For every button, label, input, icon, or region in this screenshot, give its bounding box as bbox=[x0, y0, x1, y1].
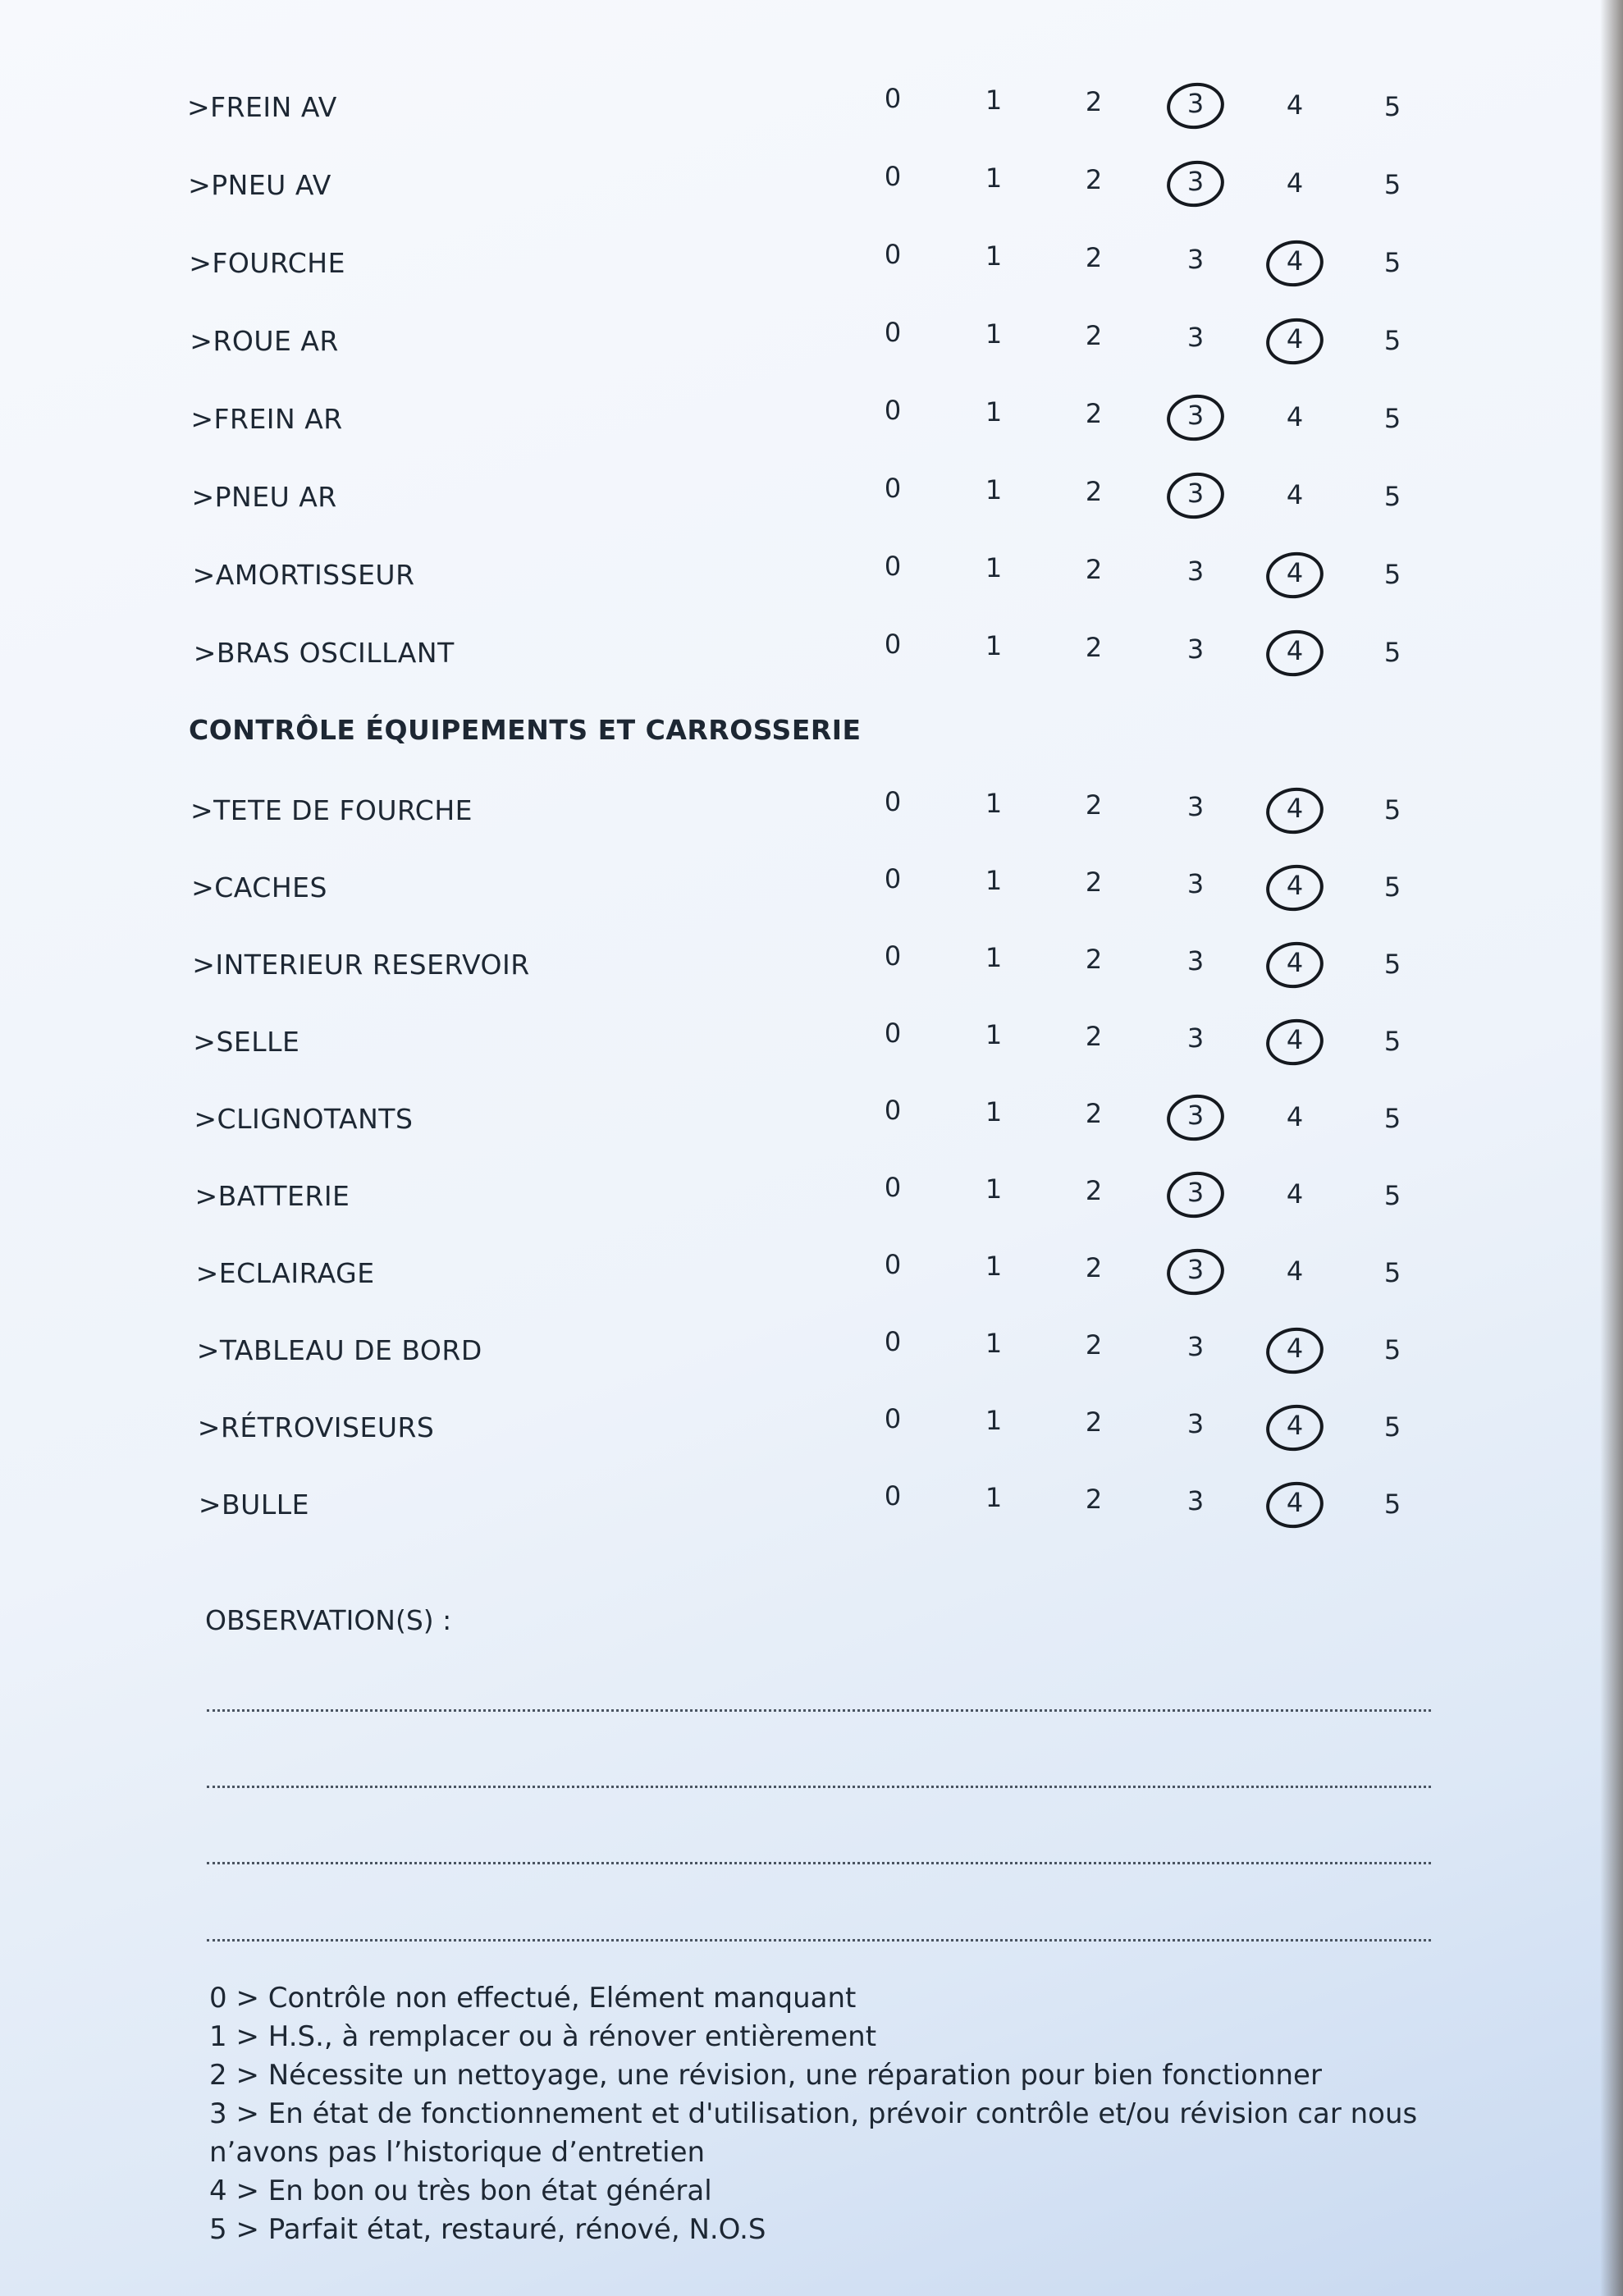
rating-option-0[interactable]: 0 bbox=[884, 551, 902, 582]
rating-option-0[interactable]: 0 bbox=[884, 863, 902, 894]
rating-option-5[interactable]: 5 bbox=[1383, 559, 1401, 590]
check-item-label: >INTERIEUR RESERVOIR bbox=[192, 949, 530, 981]
check-item-label: >TABLEAU DE BORD bbox=[196, 1334, 482, 1366]
rating-option-4[interactable]: 4 bbox=[1286, 557, 1304, 588]
rating-option-1[interactable]: 1 bbox=[985, 318, 1003, 350]
rating-option-0[interactable]: 0 bbox=[884, 1249, 902, 1280]
rating-option-1[interactable]: 1 bbox=[985, 474, 1003, 505]
rating-option-1[interactable]: 1 bbox=[985, 1328, 1003, 1359]
rating-option-1[interactable]: 1 bbox=[985, 240, 1003, 272]
rating-option-4[interactable]: 4 bbox=[1286, 479, 1304, 510]
rating-option-3[interactable]: 3 bbox=[1186, 1485, 1205, 1516]
rating-option-2[interactable]: 2 bbox=[1085, 554, 1103, 585]
rating-option-5[interactable]: 5 bbox=[1383, 481, 1401, 512]
check-item-label: >RÉTROVISEURS bbox=[197, 1411, 435, 1443]
rating-option-5[interactable]: 5 bbox=[1383, 1411, 1401, 1443]
rating-option-4[interactable]: 4 bbox=[1286, 870, 1304, 901]
check-item-label: >BATTERIE bbox=[194, 1180, 350, 1212]
legend-item: 1 > H.S., à remplacer ou à rénover entièrement bbox=[209, 2020, 877, 2053]
page-edge-shadow bbox=[1600, 0, 1623, 2296]
rating-option-1[interactable]: 1 bbox=[985, 942, 1003, 973]
rating-option-3[interactable]: 3 bbox=[1186, 868, 1205, 899]
rating-option-3[interactable]: 3 bbox=[1186, 945, 1205, 976]
check-item-label: >CACHES bbox=[191, 871, 327, 903]
legend-item: 2 > Nécessite un nettoyage, une révision, une réparation pour bien fonctionner bbox=[209, 2059, 1322, 2092]
rating-option-2[interactable]: 2 bbox=[1085, 1175, 1103, 1206]
check-item-label: >FREIN AV bbox=[187, 91, 337, 123]
observation-line[interactable] bbox=[207, 1939, 1431, 1942]
check-item-label: >FREIN AR bbox=[190, 403, 343, 435]
rating-option-4[interactable]: 4 bbox=[1286, 1024, 1304, 1055]
rating-option-5[interactable]: 5 bbox=[1383, 91, 1401, 122]
rating-option-4[interactable]: 4 bbox=[1286, 1487, 1304, 1518]
rating-option-5[interactable]: 5 bbox=[1383, 403, 1401, 434]
rating-option-5[interactable]: 5 bbox=[1383, 169, 1401, 200]
rating-option-1[interactable]: 1 bbox=[985, 865, 1003, 896]
legend-item: 4 > En bon ou très bon état général bbox=[209, 2175, 712, 2207]
rating-option-3[interactable]: 3 bbox=[1186, 633, 1205, 665]
rating-option-4[interactable]: 4 bbox=[1286, 1333, 1304, 1364]
rating-option-4[interactable]: 4 bbox=[1286, 167, 1304, 199]
rating-option-4[interactable]: 4 bbox=[1286, 635, 1304, 666]
rating-option-2[interactable]: 2 bbox=[1085, 1329, 1103, 1361]
rating-option-2[interactable]: 2 bbox=[1085, 1252, 1103, 1283]
rating-option-5[interactable]: 5 bbox=[1383, 247, 1401, 278]
rating-option-1[interactable]: 1 bbox=[985, 1482, 1003, 1513]
rating-option-2[interactable]: 2 bbox=[1085, 398, 1103, 429]
rating-option-5[interactable]: 5 bbox=[1383, 325, 1401, 356]
rating-option-5[interactable]: 5 bbox=[1383, 1180, 1401, 1211]
check-item-label: >TETE DE FOURCHE bbox=[190, 794, 473, 826]
rating-option-0[interactable]: 0 bbox=[884, 940, 902, 972]
rating-option-3[interactable]: 3 bbox=[1186, 478, 1205, 509]
check-item-label: >SELLE bbox=[193, 1026, 300, 1058]
rating-option-1[interactable]: 1 bbox=[985, 630, 1003, 661]
observation-line[interactable] bbox=[207, 1786, 1431, 1788]
check-item-label: >BRAS OSCILLANT bbox=[193, 637, 455, 669]
rating-option-2[interactable]: 2 bbox=[1085, 1098, 1103, 1129]
rating-option-1[interactable]: 1 bbox=[985, 1405, 1003, 1436]
rating-option-0[interactable]: 0 bbox=[884, 473, 902, 504]
check-item-label: >ROUE AR bbox=[190, 325, 339, 357]
observation-line[interactable] bbox=[207, 1709, 1431, 1712]
rating-option-5[interactable]: 5 bbox=[1383, 1489, 1401, 1520]
rating-option-4[interactable]: 4 bbox=[1286, 1178, 1304, 1210]
rating-option-5[interactable]: 5 bbox=[1383, 949, 1401, 980]
rating-option-3[interactable]: 3 bbox=[1186, 400, 1205, 431]
rating-option-1[interactable]: 1 bbox=[985, 162, 1003, 194]
rating-option-5[interactable]: 5 bbox=[1383, 1334, 1401, 1365]
rating-option-3[interactable]: 3 bbox=[1186, 556, 1205, 587]
rating-option-2[interactable]: 2 bbox=[1085, 632, 1103, 663]
rating-option-1[interactable]: 1 bbox=[985, 1173, 1003, 1205]
rating-option-1[interactable]: 1 bbox=[985, 1096, 1003, 1127]
rating-option-1[interactable]: 1 bbox=[985, 1251, 1003, 1282]
rating-option-2[interactable]: 2 bbox=[1085, 867, 1103, 898]
check-item-label: >AMORTISSEUR bbox=[192, 559, 415, 591]
rating-option-5[interactable]: 5 bbox=[1383, 871, 1401, 903]
legend-item: 0 > Contrôle non effectué, Elément manquant bbox=[209, 1982, 857, 2015]
rating-option-4[interactable]: 4 bbox=[1286, 947, 1304, 978]
rating-option-5[interactable]: 5 bbox=[1383, 637, 1401, 668]
legend-item: 5 > Parfait état, restauré, rénové, N.O.S bbox=[209, 2213, 766, 2246]
rating-option-2[interactable]: 2 bbox=[1085, 1484, 1103, 1515]
check-item-label: >CLIGNOTANTS bbox=[194, 1103, 414, 1135]
rating-option-4[interactable]: 4 bbox=[1286, 1101, 1304, 1132]
rating-option-5[interactable]: 5 bbox=[1383, 794, 1401, 826]
rating-option-0[interactable]: 0 bbox=[884, 1172, 902, 1203]
rating-option-0[interactable]: 0 bbox=[884, 317, 902, 348]
check-item-label: >PNEU AV bbox=[188, 169, 331, 201]
rating-option-3[interactable]: 3 bbox=[1186, 88, 1205, 119]
check-item-label: >PNEU AR bbox=[191, 481, 337, 513]
legend-item: 3 > En état de fonctionnement et d'utilisation, prévoir contrôle et/ou révision car nous n’avons pas l’historique d’entretien bbox=[209, 2097, 1427, 2169]
rating-option-2[interactable]: 2 bbox=[1085, 242, 1103, 273]
rating-option-3[interactable]: 3 bbox=[1186, 322, 1205, 353]
rating-option-4[interactable]: 4 bbox=[1286, 1410, 1304, 1441]
rating-option-3[interactable]: 3 bbox=[1186, 166, 1205, 197]
rating-option-1[interactable]: 1 bbox=[985, 85, 1003, 116]
rating-option-1[interactable]: 1 bbox=[985, 1019, 1003, 1050]
rating-option-4[interactable]: 4 bbox=[1286, 793, 1304, 824]
rating-option-4[interactable]: 4 bbox=[1286, 1255, 1304, 1287]
rating-option-3[interactable]: 3 bbox=[1186, 1022, 1205, 1054]
rating-option-1[interactable]: 1 bbox=[985, 552, 1003, 583]
check-item-label: >ECLAIRAGE bbox=[195, 1257, 375, 1289]
rating-option-0[interactable]: 0 bbox=[884, 161, 902, 192]
rating-option-2[interactable]: 2 bbox=[1085, 944, 1103, 975]
rating-option-2[interactable]: 2 bbox=[1085, 164, 1103, 195]
rating-option-2[interactable]: 2 bbox=[1085, 789, 1103, 821]
rating-option-1[interactable]: 1 bbox=[985, 396, 1003, 428]
rating-option-0[interactable]: 0 bbox=[884, 83, 902, 114]
rating-option-4[interactable]: 4 bbox=[1286, 89, 1304, 121]
rating-option-2[interactable]: 2 bbox=[1085, 1021, 1103, 1052]
rating-option-5[interactable]: 5 bbox=[1383, 1257, 1401, 1288]
rating-option-3[interactable]: 3 bbox=[1186, 1177, 1205, 1208]
rating-option-3[interactable]: 3 bbox=[1186, 791, 1205, 822]
rating-legend bbox=[209, 1979, 1489, 2249]
check-item-label: >FOURCHE bbox=[189, 247, 345, 279]
rating-option-0[interactable]: 0 bbox=[884, 1095, 902, 1126]
rating-option-0[interactable]: 0 bbox=[884, 1326, 902, 1357]
rating-option-0[interactable]: 0 bbox=[884, 786, 902, 817]
rating-option-4[interactable]: 4 bbox=[1286, 401, 1304, 432]
rating-option-2[interactable]: 2 bbox=[1085, 1406, 1103, 1438]
observation-line[interactable] bbox=[207, 1862, 1431, 1864]
rating-option-0[interactable]: 0 bbox=[884, 1480, 902, 1512]
rating-option-2[interactable]: 2 bbox=[1085, 320, 1103, 351]
rating-option-0[interactable]: 0 bbox=[884, 395, 902, 426]
rating-option-0[interactable]: 0 bbox=[884, 1018, 902, 1049]
rating-option-3[interactable]: 3 bbox=[1186, 1100, 1205, 1131]
rating-option-3[interactable]: 3 bbox=[1186, 1254, 1205, 1285]
section-heading: CONTRÔLE ÉQUIPEMENTS ET CARROSSERIE bbox=[189, 714, 862, 746]
rating-option-1[interactable]: 1 bbox=[985, 788, 1003, 819]
observations-label: OBSERVATION(S) : bbox=[205, 1604, 452, 1636]
rating-option-5[interactable]: 5 bbox=[1383, 1026, 1401, 1057]
rating-option-0[interactable]: 0 bbox=[884, 629, 902, 660]
rating-option-0[interactable]: 0 bbox=[884, 239, 902, 270]
rating-option-2[interactable]: 2 bbox=[1085, 86, 1103, 117]
check-item-label: >BULLE bbox=[198, 1489, 309, 1521]
rating-option-4[interactable]: 4 bbox=[1286, 323, 1304, 354]
rating-option-2[interactable]: 2 bbox=[1085, 476, 1103, 507]
rating-option-3[interactable]: 3 bbox=[1186, 244, 1205, 275]
rating-option-3[interactable]: 3 bbox=[1186, 1331, 1205, 1362]
rating-option-3[interactable]: 3 bbox=[1186, 1408, 1205, 1439]
rating-option-4[interactable]: 4 bbox=[1286, 245, 1304, 277]
rating-option-0[interactable]: 0 bbox=[884, 1403, 902, 1434]
rating-option-5[interactable]: 5 bbox=[1383, 1103, 1401, 1134]
